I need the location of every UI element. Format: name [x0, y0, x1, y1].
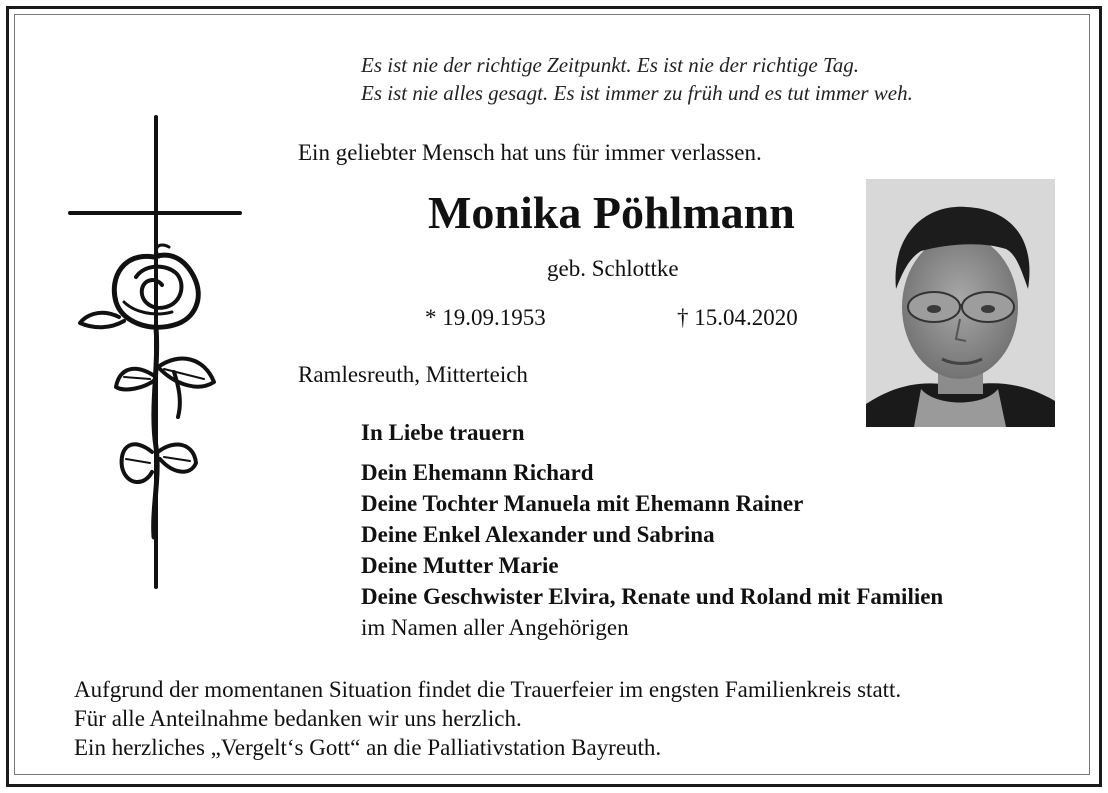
- cross-with-rose-icon: [64, 107, 244, 590]
- mourner-item: Deine Geschwister Elvira, Renate und Roland mit Familien: [361, 584, 944, 609]
- mourner-item: Dein Ehemann Richard: [361, 460, 594, 485]
- footer-note: [74, 675, 901, 762]
- footer-line-1: Aufgrund der momentanen Situation findet die Trauerfeier im engsten Familienkreis statt.: [74, 677, 902, 702]
- footer-line-2: Für alle Anteilnahme bedanken wir uns herzlich.: [74, 706, 522, 731]
- intro-text: Ein geliebter Mensch hat uns für immer verlassen.: [298, 140, 762, 165]
- portrait-icon: [866, 179, 1055, 427]
- death-date: † 15.04.2020: [677, 305, 798, 330]
- quote-line-1: Es ist nie der richtige Zeitpunkt. Es ist nie der richtige Tag.: [361, 53, 859, 77]
- mourners-closing: im Namen aller Angehörigen: [361, 615, 629, 640]
- mourner-item: Deine Enkel Alexander und Sabrina: [361, 522, 715, 547]
- mourner-item: Deine Mutter Marie: [361, 553, 559, 578]
- deceased-name: [300, 186, 956, 239]
- place-of-residence: Ramlesreuth, Mitterteich: [298, 362, 528, 387]
- birth-date: * 19.09.1953: [425, 305, 546, 330]
- maiden-name: geb. Schlottke: [547, 256, 679, 281]
- deceased-name-text: Monika Pöhlmann: [428, 187, 795, 238]
- mourners-heading: In Liebe trauern: [361, 420, 525, 445]
- footer-line-3: Ein herzliches „Vergelt‘s Gott“ an die Palliativstation Bayreuth.: [74, 735, 662, 760]
- mourners-section: [361, 418, 943, 643]
- quote-line-2: Es ist nie alles gesagt. Es ist immer zu früh und es tut immer weh.: [361, 81, 913, 105]
- portrait-photo: [866, 179, 1055, 427]
- mourner-item: Deine Tochter Manuela mit Ehemann Rainer: [361, 491, 804, 516]
- memorial-quote: [361, 51, 913, 107]
